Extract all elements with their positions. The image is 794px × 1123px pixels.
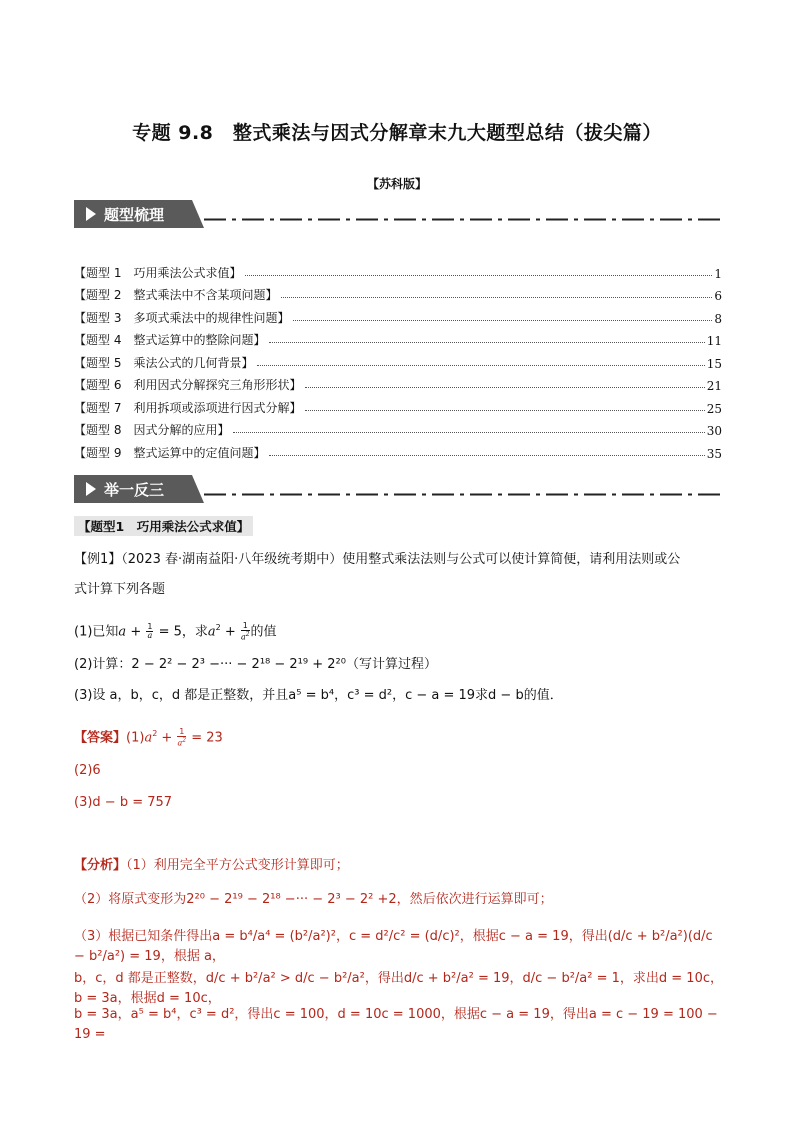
- analysis-4: b，c，d 都是正整数，d/c + b²/a² > d/c − b²/a²，得出d/c + b²/a² = 19，d/c − b²/a² = 1，求出d = 10c，b = 3a，根据d = 10c，: [74, 971, 723, 1006]
- toc-item[interactable]: 【题型 1 巧用乘法公式求值】 1: [74, 265, 722, 281]
- toc-item[interactable]: 【题型 5 乘法公式的几何背景】 15: [74, 355, 722, 371]
- analysis-1: 【分析】（1）利用完全平方公式变形计算即可；: [74, 858, 349, 873]
- dash-dot-divider: [204, 218, 724, 221]
- toc-item[interactable]: 【题型 8 因式分解的应用】 30: [74, 423, 722, 438]
- banner-label: 题型梳理: [104, 206, 165, 224]
- page-title: 专题 9.8 整式乘法与因式分解章末九大题型总结（拔尖篇）: [132, 122, 662, 144]
- toc-item[interactable]: 【题型 6 利用因式分解探究三角形形状】 21: [74, 378, 722, 393]
- banner-label: 举一反三: [104, 481, 165, 499]
- question-1: (1)已知a + $\frac{1}{a}$ = 5，求$a^2$ + $\frac{1}{a^2}$ 的值: [74, 621, 277, 642]
- play-arrow-icon: [86, 482, 96, 496]
- toc-item[interactable]: 【题型 9 整式运算中的定值问题】 35: [74, 445, 722, 461]
- answer-1: 【答案】$(1)a^2$ + $\frac{1}{a^2}$ = 23: [74, 727, 223, 748]
- answer-2: (2)6: [74, 763, 101, 778]
- table-of-contents: [74, 258, 722, 461]
- edition-label: 【苏科版】: [366, 177, 427, 191]
- dash-dot-divider: [204, 493, 724, 496]
- banner-tag: [74, 200, 202, 228]
- banner-topic-overview: [74, 200, 724, 230]
- analysis-5: b = 3a，a⁵ = b⁴，c³ = d²，得出c = 100，d = 10c = 1000，根据c − a = 19，得出a = c − 19 = 100 − 19 =: [74, 1007, 718, 1042]
- banner-examples: [74, 475, 724, 505]
- answer-3: (3)d − b = 757: [74, 795, 173, 810]
- toc-item[interactable]: 【题型 4 整式运算中的整除问题】 11: [74, 333, 722, 348]
- toc-item[interactable]: 【题型 2 整式乘法中不含某项问题】 6: [74, 288, 722, 303]
- play-arrow-icon: [86, 207, 96, 221]
- section-heading: 【题型1 巧用乘法公式求值】: [74, 516, 253, 536]
- analysis-3: （3）根据已知条件得出a = b⁴/a⁴ = (b²/a²)²，c = d²/c² = (d/c)²，根据c − a = 19，得出(d/c + b²/a²)(d/c − b²/a²) = 19，根据 a，: [74, 929, 713, 964]
- example-intro-cont: 式计算下列各题: [74, 582, 166, 597]
- toc-item[interactable]: 【题型 3 多项式乘法中的规律性问题】 8: [74, 310, 722, 326]
- banner-tag: [74, 475, 202, 503]
- question-2: (2)计算：2 − 2² − 2³ −··· − 2¹⁸ − 2¹⁹ + 2²⁰（写计算过程）: [74, 657, 437, 672]
- question-3: (3)设 a，b，c，d 都是正整数，并且a⁵ = b⁴，c³ = d²，c − a = 19求d − b的值．: [74, 688, 563, 703]
- analysis-2: （2）将原式变形为2²⁰ − 2¹⁹ − 2¹⁸ −··· − 2³ − 2² +2，然后依次进行运算即可；: [74, 892, 553, 907]
- toc-item[interactable]: 【题型 7 利用拆项或添项进行因式分解】 25: [74, 400, 722, 416]
- example-intro: 【例1】（2023 春·湖南益阳·八年级统考期中）使用整式乘法法则与公式可以使计算简便，请利用法则或公: [74, 552, 681, 567]
